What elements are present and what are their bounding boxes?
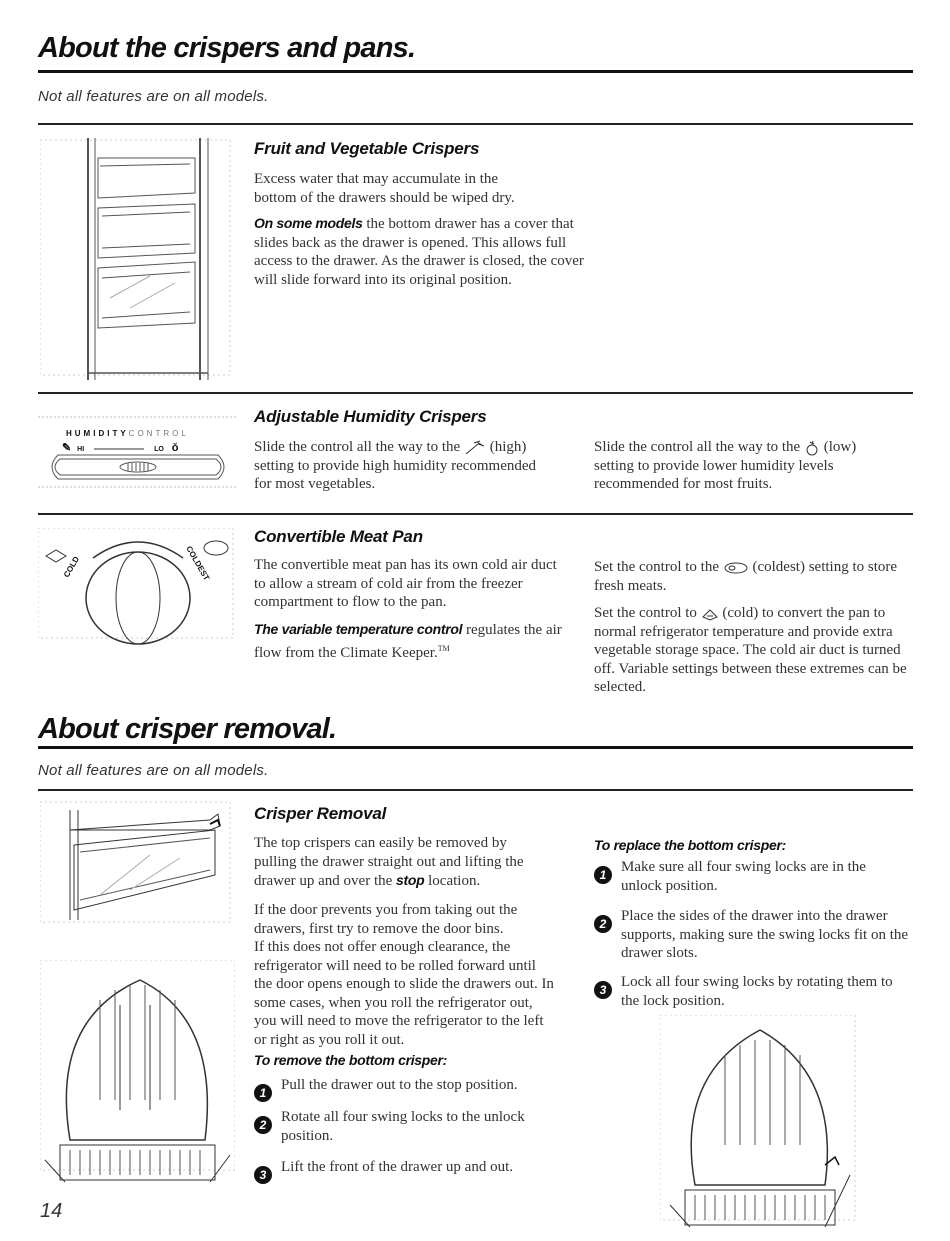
step-text: Rotate all four swing locks to the unlock position. — [281, 1109, 525, 1144]
step-number-badge: 3 — [254, 1166, 272, 1184]
humidity-col1-b: (high) setting to provide high humidity recommended for most vegetables. — [254, 439, 537, 492]
crisper-drawer-illustration — [40, 800, 235, 925]
removal-paragraph-3: If this does not offer enough clearance, the refrigerator will need to be rolled forward until the door opens enough to slide the drawers out. In some cases, when you roll the refrigerator out, you will need to move the refrigerator to the left or right as you roll it out. — [254, 939, 554, 1048]
fruit-icon — [804, 440, 820, 456]
humidity-heading: Adjustable Humidity Crispers — [254, 407, 487, 426]
step-number-badge: 1 — [254, 1084, 272, 1102]
step-number-badge: 3 — [594, 981, 612, 999]
meatpan-heading: Convertible Meat Pan — [254, 527, 423, 546]
remove-step-2 — [254, 1108, 554, 1145]
page-title-crispers: About the crispers and pans. — [38, 32, 416, 64]
meatpan-right-2-b: (cold) to convert the pan to normal refrigerator temperature and provide extra vegetable storage space. The cold air duct is turned off. Variable settings between these extremes can be selected. — [594, 605, 907, 695]
humidity-col2-a: Slide the control all the way to the — [594, 439, 801, 455]
fruit-paragraph-2-text: the bottom drawer has a cover that slides back as the drawer is opened. This allows full access to the drawer. As the drawer is closed, the cover will slide forward into its original position. — [254, 216, 584, 288]
meatpan-right-1 — [594, 558, 909, 595]
meatpan-paragraph-2-text: regulates the air flow from the Climate Keeper. — [254, 622, 562, 661]
swing-lock-replace-illustration — [660, 1015, 860, 1230]
page-title-removal: About crisper removal. — [38, 713, 337, 745]
humidity-label-light: CONTROL — [128, 429, 189, 438]
stop-word: stop — [396, 872, 425, 888]
meatpan-right-2-a: Set the control to — [594, 605, 697, 621]
step-number-badge: 2 — [254, 1116, 272, 1134]
page-number: 14 — [40, 1200, 63, 1222]
meat-pan-dial-illustration — [38, 528, 238, 648]
step-text: Lock all four swing locks by rotating them to the lock position. — [621, 974, 893, 1009]
meatpan-paragraph-2 — [254, 620, 569, 662]
humidity-col2 — [594, 438, 894, 494]
section-divider — [38, 513, 913, 515]
fruit-paragraph-2 — [254, 214, 584, 289]
replace-step-3 — [594, 973, 909, 1010]
removal-paragraph-1-a: The top crispers can easily be removed by pulling the drawer straight out and lifting the drawer up and over the — [254, 835, 524, 889]
removal-heading: Crisper Removal — [254, 804, 387, 823]
meatpan-right-2 — [594, 604, 909, 697]
humidity-hi-label: HI — [77, 446, 85, 453]
humidity-control-illustration — [38, 415, 238, 490]
remove-subheading: To remove the bottom crisper: — [254, 1052, 448, 1068]
fruit-crisper-illustration — [40, 138, 235, 383]
humidity-label-bold: HUMIDITY — [66, 429, 129, 438]
models-note: Not all features are on all models. — [38, 762, 269, 779]
replace-step-1 — [594, 858, 909, 895]
humidity-col1-a: Slide the control all the way to the — [254, 439, 461, 455]
fruit-heading: Fruit and Vegetable Crispers — [254, 139, 480, 158]
meatpan-right-1-b: (coldest) setting to store fresh meats. — [594, 559, 898, 594]
step-text: Pull the drawer out to the stop position. — [281, 1077, 518, 1093]
vegetable-icon — [464, 440, 486, 456]
dial-coldest-label: COLDEST — [184, 544, 212, 583]
fruit-lead: On some models — [254, 215, 363, 231]
step-number-badge: 1 — [594, 866, 612, 884]
section-divider — [38, 123, 913, 125]
section-divider — [38, 789, 913, 791]
removal-paragraph-1-b: location. — [428, 873, 481, 889]
step-text: Lift the front of the drawer up and out. — [281, 1159, 514, 1175]
removal-paragraph-1 — [254, 834, 544, 891]
title-rule — [38, 70, 913, 73]
replace-subheading: To replace the bottom crisper: — [594, 837, 786, 853]
meatpan-lead: The variable temperature control — [254, 621, 463, 637]
removal-paragraph-2: If the door prevents you from taking out the drawers, first try to remove the door bins. — [254, 902, 518, 937]
coldest-setting-icon — [723, 561, 749, 575]
fruit-icon: ǒ — [171, 442, 179, 454]
humidity-slider-track — [94, 448, 144, 450]
meatpan-right-1-a: Set the control to the — [594, 559, 719, 575]
humidity-lo-label: LO — [154, 446, 164, 453]
step-text: Place the sides of the drawer into the drawer supports, making sure the swing locks fit on the drawer slots. — [621, 908, 909, 961]
step-number-badge: 2 — [594, 915, 612, 933]
title-rule — [38, 746, 913, 749]
cold-setting-icon — [701, 607, 719, 621]
remove-step-3 — [254, 1158, 554, 1184]
vegetable-icon: ✎ — [62, 442, 72, 454]
models-note: Not all features are on all models. — [38, 88, 269, 105]
section-divider — [38, 392, 913, 394]
fruit-paragraph-1: Excess water that may accumulate in the bottom of the drawers should be wiped dry. — [254, 171, 515, 206]
dial-cold-label: COLD — [61, 554, 82, 579]
humidity-col1 — [254, 438, 539, 494]
trademark: TM — [437, 643, 450, 653]
remove-step-1 — [254, 1076, 554, 1102]
meatpan-paragraph-1: The convertible meat pan has its own cold air duct to allow a stream of cold air from the freezer compartment to flow to the pan. — [254, 557, 557, 610]
swing-lock-illustration — [40, 960, 235, 1185]
replace-step-2 — [594, 907, 909, 963]
step-text: Make sure all four swing locks are in the unlock position. — [621, 859, 866, 894]
humidity-col2-b: (low) setting to provide lower humidity levels recommended for most fruits. — [594, 439, 857, 492]
